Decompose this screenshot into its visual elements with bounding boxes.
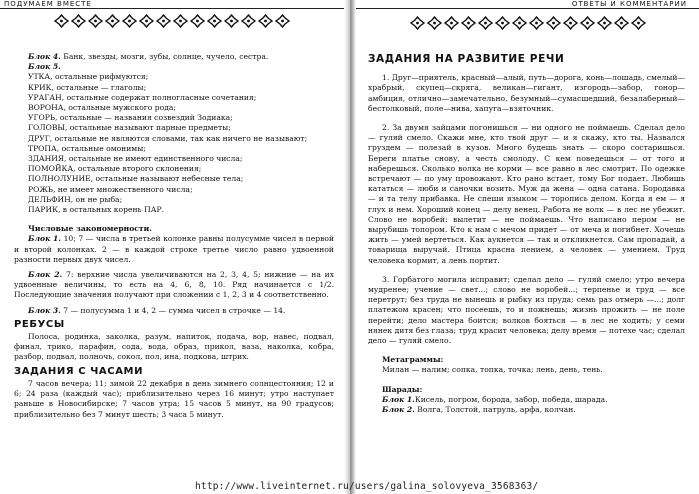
numeric-block-1-label: Блок 1.	[28, 234, 61, 244]
answer-line: УРАГАН, остальные содержат полногласные сочетания;	[28, 92, 257, 102]
answer-line: ТРОПА, остальные омонимы;	[28, 143, 146, 153]
numeric-block-2	[14, 270, 334, 301]
answer-line: ПОЛНОЛУНИЕ, остальные называют небесные тела;	[28, 174, 244, 184]
answer-line: ПОМОЙКА, остальные второго склонения;	[28, 164, 202, 174]
answer-line: УГОРЬ, остальные — названия созвездий Зодиака;	[28, 113, 233, 123]
answer-line: ВОРОНА, остальные мужского рода;	[28, 103, 176, 113]
source-watermark: http://www.liveinternet.ru/users/galina_solovyeva_3568363/	[195, 481, 539, 492]
block-5-paragraph	[14, 62, 334, 72]
metagram-text: Милан — налим; сопка, топка, точка; лень, день, тень.	[382, 365, 603, 375]
book-gutter	[344, 0, 356, 494]
clock-heading: ЗАДАНИЯ С ЧАСАМИ	[14, 365, 144, 377]
charade-block-2-label: Блок 2.	[382, 405, 415, 415]
clock-text: 7 часов вечера; 11; зимой 22 декабря в день зимнего солнцестояния; 12 и 6; 24 раза (каждый час); приблизительно через 16 минут; утро наступает раньше в Новосибирске; 7 часов утра; 15 часов 5 минут, на 90 градусов; приблизительно без 7 минут шесть; 3 часа 5 минут.	[14, 378, 334, 419]
right-page-content	[368, 54, 685, 415]
numeric-block-3-text: 7 — полусумма 1 и 4, 2 — сумма чисел в строчке — 14.	[60, 305, 286, 315]
charade-heading: Шарады:	[382, 384, 423, 394]
charade-block-1-label: Блок 1.	[382, 394, 415, 404]
block-5-label: Блок 5.	[28, 62, 61, 72]
answer-line: ЗДАНИЯ, остальные не имеют единственного числа;	[28, 154, 243, 164]
numeric-block-1	[14, 234, 334, 265]
right-running-head: ОТВЕТЫ И КОММЕНТАРИИ	[356, 0, 699, 9]
speech-item-1: 1. Друг—приятель, красный—алый, путь—дорога, конь—лошадь, смелый—храбрый, скупец—скряга, великан—гигант, изгородь—забор, гонор—амбиция, отлично—замечательно, безумный—сумасшедший, безалаберный—бестолковый, поле—нива, хапуга—взяточник.	[368, 73, 685, 113]
numeric-block-3	[14, 306, 334, 316]
right-page	[356, 0, 699, 494]
left-page	[0, 0, 344, 494]
numeric-heading: Числовые закономерности.	[28, 224, 152, 234]
charade-block-2	[368, 405, 685, 415]
answer-line: ДРУГ, остальные не являются словами, так как ничего не называют;	[28, 133, 308, 143]
speech-item-3: 3. Горбатого могила исправит; сделал дело — гуляй смело; утро вечера мудренее; учение — свет...; слово не воробей...; терпенье и труд — все перетрут; без труда не вынешь и рыбку из пруда; семь раз отмерь —...; долг платежом красен; что посеешь, то и пожнешь; жизнь прожить — не поле перейти; дело мастера боится; волков бояться — в лес не ходить; у семи нянек дитя без глаза; труд красит человека; делу время — потехе час; сделал дело — гуляй смело.	[368, 274, 685, 346]
numeric-block-2-text: 7: верхние числа увеличиваются на 2, 3, 4, 5; нижние — на их удвоенные величины, то есть на 4, 6, 8, 10. Ряд начинается с 1/2. Последующие значения получают при сложении с 1, 2, 3 и 4 соответственно.	[14, 270, 335, 300]
speech-item-2: 2. За двумя зайцами погонишься — ни одного не поймаешь. Сделал дело — гуляй смело. Скажи мне, кто твой друг — и я скажу, кто ты. Назвался груздем — полезай в кузов. Много будешь знать — скоро состаришься. Береги платье снову, а честь смолоду. С кем поведешься — от того и наберешься. Сколько волка не корми — все равно в лес смотрит. По одежке встречают — по уму провожают. Кто рано встает, тому Бог подает. Любишь кататься — люби и саночки возить. Муж да жена — одна сатана. Бородавка — и та телу прибавка. Не спеши языком — торопись делом. Когда я ем — я глух и нем. Хороший конец — делу венец. Работа не волк — в лес не убежит. Слово не воробей: вылетит — не поймаешь. Что написано пером — не вырубишь топором. Кто к нам с мечом придет — от меча и погибнет. Хочешь жить — умей вертеться. Как аукнется — так и откликнется. Сам пропадай, а товарища выручай. Птица красна пением, а человек — умением. Труд человека кормит, а лень портит.	[368, 123, 685, 265]
charade-block-2-text: Волга, Толстой, патруль, арфа, колчан.	[414, 405, 576, 415]
ornament-border-icon	[0, 14, 344, 28]
answer-line: ДЕЛЬФИН, он не рыба;	[28, 194, 123, 204]
block-4-paragraph	[14, 52, 334, 62]
answer-line: УТКА, остальные рифмуются;	[28, 72, 149, 82]
block-4-text: Банк, звезды, мозги, зубы, солнце, чучело, сестра.	[60, 52, 269, 61]
block-4-label: Блок 4.	[28, 52, 61, 61]
charade-block-1-text: Кисель, погром, борода, забор, победа, шарада.	[414, 394, 608, 404]
answer-line: РОЖЬ, не имеет множественного числа;	[28, 184, 193, 194]
left-running-head: ПОДУМАЕМ ВМЕСТЕ	[0, 0, 344, 9]
rebus-text: Полоса, родинка, заколка, разум, напиток, подача, вор, навес, подвал, финал, трико, парафин, сода, вода, образ, прикол, ваза, наколка, кобра, разбор, подвал, полночь, сокол, пол, ина, подкова, штрих.	[14, 332, 334, 362]
numeric-block-2-label: Блок 2.	[28, 270, 63, 280]
numeric-block-3-label: Блок 3.	[28, 305, 61, 315]
answer-line: ПАРИК, в остальных корень ПАР.	[28, 205, 164, 215]
speech-tasks-heading: ЗАДАНИЯ НА РАЗВИТИЕ РЕЧИ	[368, 53, 565, 65]
ornament-border-icon	[356, 16, 699, 30]
charade-block-1	[368, 395, 685, 405]
answer-line: КРИК, остальные — глаголы;	[28, 82, 147, 92]
metagram-heading: Метаграммы:	[382, 355, 444, 365]
answer-line: ГОЛОВЫ, остальные называют парные предметы;	[28, 123, 231, 133]
left-page-content	[14, 52, 334, 420]
numeric-block-1-text: 10; 7 — числа в третьей колонке равны полусумме чисел в первой и второй колонках. 2 — в каждой строке третье число равно удвоенной разности первых двух чисел.	[14, 234, 334, 264]
rebus-heading: РЕБУСЫ	[14, 318, 65, 330]
